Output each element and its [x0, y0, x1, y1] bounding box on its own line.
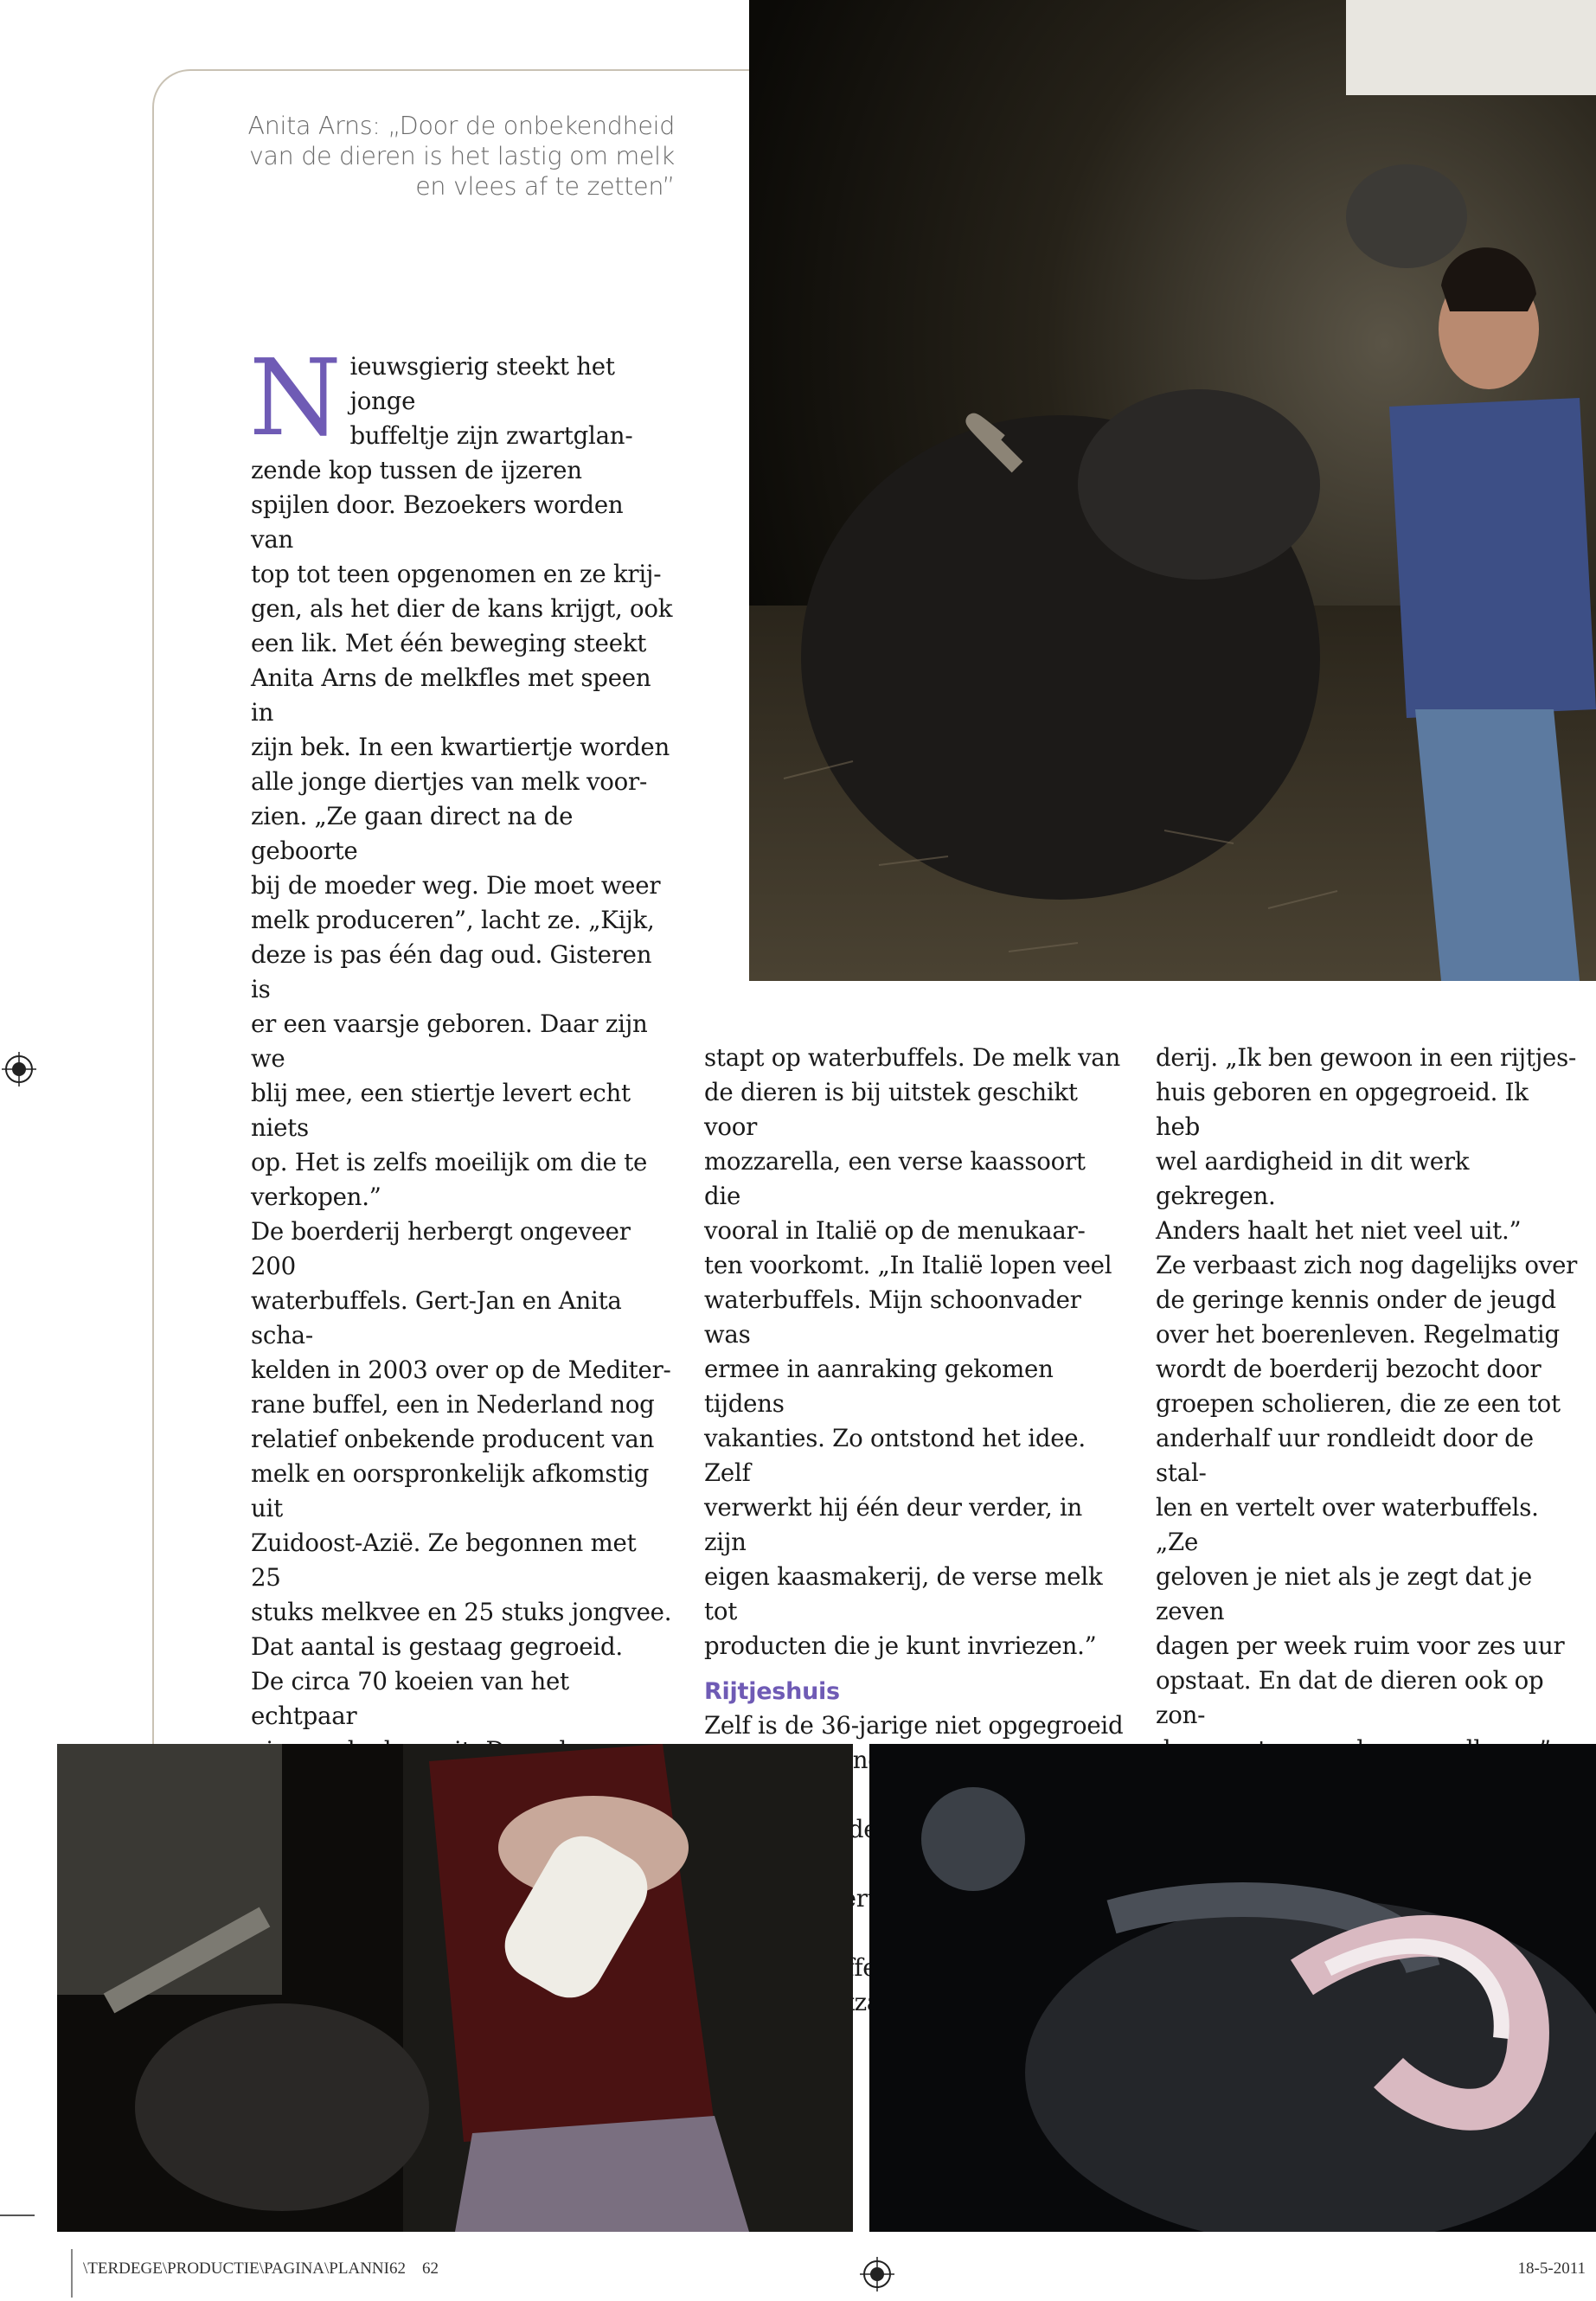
crop-mark — [71, 2249, 73, 2298]
article-text-line: bij de moeder weg. Die moet weer — [251, 871, 661, 900]
pull-quote-line: van de dieren is het lastig om melk — [248, 142, 675, 170]
article-text-line: kelden in 2003 over op de Mediter- — [251, 1356, 671, 1384]
article-text-line: melk en oorspronkelijk afkomstig uit — [251, 1459, 650, 1522]
article-text-line: Ze verbaast zich nog dagelijks over — [1156, 1251, 1578, 1279]
crop-mark — [0, 2214, 35, 2216]
footer-page-number: 62 — [421, 2259, 439, 2278]
article-text-line: ieuwsgierig steekt het jonge — [349, 352, 615, 415]
pull-quote-line: Anita Arns: „Door de onbekendheid — [247, 112, 675, 140]
article-text-line: verwerkt hij één deur verder, in zijn — [704, 1493, 1083, 1556]
article-text-line: rane buffel, een in Nederland nog — [251, 1390, 655, 1419]
article-text-line: vooral in Italië op de menukaar- — [704, 1216, 1086, 1245]
article-text-line: opstaat. En dat de dieren ook op zon- — [1156, 1666, 1544, 1729]
article-text-line: de geringe kennis onder de jeugd — [1156, 1285, 1556, 1314]
article-text-line: over het boerenleven. Regelmatig — [1156, 1320, 1560, 1349]
footer-file-path — [83, 2259, 439, 2279]
footer-path: \TERDEGE\PRODUCTIE\PAGINA\PLANNI62 — [83, 2259, 406, 2278]
registration-mark-icon — [2, 1052, 36, 1086]
article-text-line: ten voorkomt. „In Italië lopen veel — [704, 1251, 1112, 1279]
article-text-line: spijlen door. Bezoekers worden van — [251, 490, 624, 554]
article-text-line: groepen scholieren, die ze een tot — [1156, 1389, 1561, 1418]
article-text-line: eigen kaasmakerij, de verse melk tot — [704, 1562, 1103, 1625]
photo-woman-with-buffalo — [749, 0, 1596, 981]
article-text-line: buffeltje zijn zwartglan- — [349, 421, 633, 450]
article-text-line: op. Het is zelfs moeilijk om die te — [251, 1148, 648, 1176]
article-text-line: deze is pas één dag oud. Gisteren is — [251, 940, 652, 1003]
article-text-line: melk produceren”, lacht ze. „Kijk, — [251, 906, 655, 934]
article-text-line: derij. „Ik ben gewoon in een rijtjes- — [1156, 1043, 1577, 1072]
article-text-line: waterbuffels. Gert-Jan en Anita scha- — [251, 1286, 622, 1349]
photo-bottle-feeding-calf — [57, 1744, 853, 2232]
article-text-line: De boerderij herbergt ongeveer 200 — [251, 1217, 631, 1280]
article-text-line: anderhalf uur rondleidt door de stal- — [1156, 1424, 1534, 1487]
registration-mark-icon — [860, 2257, 894, 2291]
subheading: Rijtjeshuis — [704, 1678, 840, 1705]
article-text-line: Zuidoost-Azië. Ze begonnen met 25 — [251, 1529, 637, 1592]
article-text-line: anders — [819, 1815, 901, 1843]
article-text-line: producten die je kunt invriezen.” — [704, 1631, 1097, 1660]
article-text-line: dagen per week ruim voor zes uur — [1156, 1631, 1565, 1660]
footer-date: 18-5-2011 — [1517, 2259, 1586, 2278]
article-text-line: zijn bek. In een kwartiertje worden — [251, 733, 670, 761]
article-text-line: geloven je niet als je zegt dat je zeven — [1156, 1562, 1532, 1625]
drop-cap: N — [249, 336, 342, 459]
article-text-line: vakanties. Zo ontstond het idee. Zelf — [704, 1424, 1086, 1487]
article-text-line: len en vertelt over waterbuffels. „Ze — [1156, 1493, 1539, 1556]
article-text-line: blij mee, een stiertje levert echt niets — [251, 1079, 631, 1142]
pull-quote — [216, 111, 675, 202]
article-text-line: De circa 70 koeien van het echtpaar — [251, 1667, 569, 1730]
article-text-line: Anita Arns de melkfles met speen in — [251, 663, 651, 727]
article-text-line: alle jonge diertjes van melk voor- — [251, 767, 648, 796]
article-text-line: gen, als het dier de kans krijgt, ook — [251, 594, 673, 623]
photo-buffalo-horn — [869, 1744, 1596, 2232]
article-text-line: buffels — [815, 1953, 896, 1982]
article-text-line: een lik. Met één beweging steekt — [251, 629, 647, 657]
article-text-line: mozzarella, een verse kaassoort die — [704, 1147, 1086, 1210]
article-text-line: Dat aantal is gestaag gegroeid. — [251, 1632, 623, 1661]
article-text-line: top tot teen opgenomen en ze krij- — [251, 560, 662, 588]
article-text-line: Zelf is de 36-jarige niet opgegroeid — [704, 1711, 1124, 1740]
article-text-line: wel aardigheid in dit werk gekregen. — [1156, 1147, 1470, 1210]
article-text-line: er een vaarsje geboren. Daar zijn we — [251, 1009, 648, 1073]
article-text-line: verkopen.” — [251, 1183, 381, 1211]
article-text-line: de dieren is bij uitstek geschikt voor — [704, 1078, 1078, 1141]
article-text-line: stuks melkvee en 25 stuks jongvee. — [251, 1598, 672, 1626]
article-text-line: huis geboren en opgegroeid. Ik heb — [1156, 1078, 1529, 1141]
pull-quote-line: en vlees af te zetten” — [415, 172, 675, 201]
article-text-line: zien. „Ze gaan direct na de geboorte — [251, 802, 574, 865]
article-text-line: ermee in aanraking gekomen tijdens — [704, 1355, 1054, 1418]
article-text-line: relatief onbekende producent van — [251, 1425, 655, 1453]
article-text-line: Anders haalt het niet veel uit.” — [1156, 1216, 1522, 1245]
article-text-line: waterbuffels. Mijn schoonvader was — [704, 1285, 1081, 1349]
article-text-line: stapt op waterbuffels. De melk van — [704, 1043, 1121, 1072]
article-text-line: zende kop tussen de ijzeren — [251, 456, 582, 484]
article-text-line: wordt de boerderij bezocht door — [1156, 1355, 1542, 1383]
